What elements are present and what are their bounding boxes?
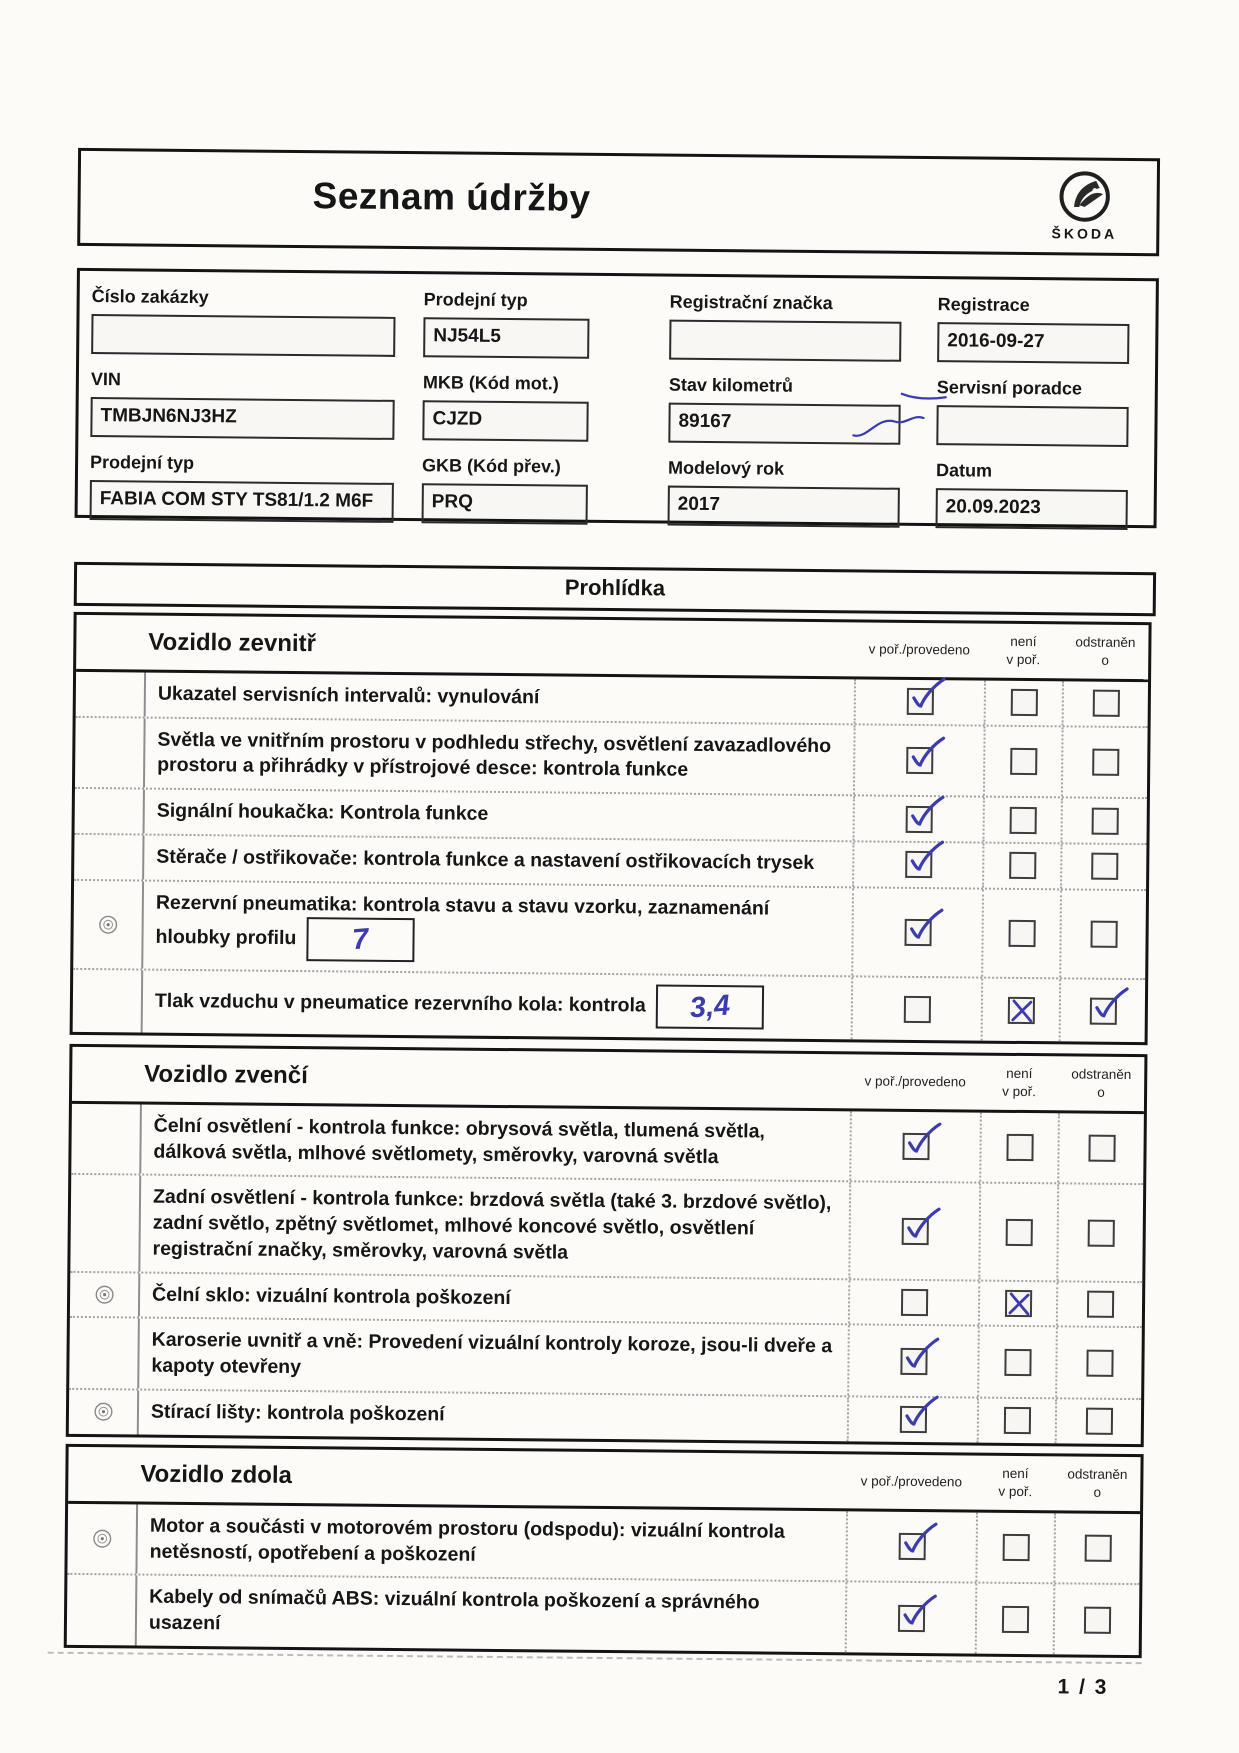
check-mark-icon — [899, 1335, 941, 1373]
checkbox-removed[interactable] — [1089, 998, 1116, 1025]
info-field — [937, 294, 1148, 364]
field-label: Číslo zakázky — [91, 286, 209, 308]
field-label: Stav kilometrů — [668, 374, 794, 396]
field-value: PRQ — [431, 491, 474, 513]
checkbox-not-ok[interactable] — [1001, 1606, 1028, 1633]
checkbox-ok[interactable] — [905, 805, 932, 832]
checkbox-removed[interactable] — [1091, 853, 1118, 880]
info-field — [422, 372, 669, 442]
field-value: CJZD — [432, 408, 483, 430]
field-label: Prodejní typ — [90, 452, 195, 474]
checkbox-not-ok[interactable] — [1004, 1290, 1031, 1317]
field-value: 20.09.2023 — [945, 496, 1041, 519]
table-vozidlo-zevnitr — [70, 612, 1152, 1046]
info-field — [90, 452, 423, 523]
table-row — [70, 1173, 1143, 1280]
checkbox-removed[interactable] — [1084, 1535, 1111, 1562]
row-text: Karoserie uvnitř a vně: Provedení vizuální kontroly koroze, jsou-li dveře a kapoty otevřeny — [151, 1329, 833, 1379]
row-text-cell — [141, 971, 852, 1040]
field-label: Modelový rok — [667, 457, 785, 479]
column-header: v poř./provedeno — [864, 1073, 966, 1090]
field-value: 89167 — [678, 410, 732, 433]
table-header-row — [76, 615, 1148, 682]
column-header: odstraněn o — [1071, 1066, 1132, 1100]
brand-name: ŠKODA — [1051, 225, 1118, 242]
field-value: 2016-09-27 — [947, 330, 1045, 353]
row-text-cell — [138, 1176, 849, 1278]
row-text: Čelní osvětlení - kontrola funkce: obrysová světla, tlumená světla, dálková světla, mlhové světlomety, směrovky, varovná světla — [153, 1114, 766, 1168]
row-text-cell — [144, 673, 854, 724]
column-header: není v poř. — [998, 1466, 1033, 1500]
checkbox-not-ok-cell — [977, 1327, 1056, 1397]
document-header — [77, 148, 1160, 256]
field-box[interactable] — [422, 483, 588, 525]
checkbox-not-ok-cell — [977, 1398, 1055, 1442]
info-field — [668, 375, 937, 446]
row-marker-cell — [67, 1504, 136, 1574]
checkbox-not-ok[interactable] — [1003, 1407, 1030, 1434]
row-marker-cell — [73, 970, 142, 1033]
checkbox-ok[interactable] — [902, 1133, 929, 1160]
page-title: Seznam údržby — [312, 175, 591, 219]
info-field — [668, 458, 937, 529]
checkbox-removed-cell — [1060, 799, 1146, 844]
row-text-cell — [142, 835, 852, 886]
field-label: Registrační značka — [669, 291, 833, 314]
column-header: není v poř. — [1006, 634, 1041, 668]
checkbox-ok[interactable] — [901, 1217, 928, 1244]
wheel-icon — [94, 1284, 115, 1305]
checkbox-ok-cell — [853, 725, 984, 796]
row-marker-cell — [75, 789, 143, 833]
checkbox-removed[interactable] — [1090, 921, 1117, 948]
row-marker-cell — [71, 1104, 140, 1174]
field-box[interactable] — [91, 314, 395, 357]
checkbox-removed-cell — [1061, 727, 1148, 797]
checkbox-removed-cell — [1055, 1399, 1141, 1444]
row-text-cell — [143, 718, 854, 794]
field-box[interactable] — [423, 317, 589, 359]
checkbox-ok[interactable] — [906, 747, 933, 774]
field-box[interactable] — [936, 405, 1128, 447]
checkbox-removed[interactable] — [1092, 749, 1119, 776]
row-marker-cell — [67, 1575, 136, 1645]
field-box[interactable] — [422, 400, 588, 442]
checkbox-not-ok[interactable] — [1009, 852, 1036, 879]
field-label: Prodejní typ — [423, 289, 528, 311]
row-text: Tlak vzduchu v pneumatice rezervního kola: kontrola 3,4 — [155, 980, 764, 1030]
field-value: TMBJN6NJ3HZ — [100, 405, 237, 428]
field-value: 2017 — [677, 493, 721, 516]
row-marker-cell — [69, 1318, 138, 1388]
check-mark-icon — [898, 1394, 940, 1432]
checkbox-not-ok-cell — [975, 1513, 1054, 1583]
checkbox-removed-cell — [1056, 1185, 1143, 1281]
row-text: Kabely od snímačů ABS: vizuální kontrola poškození a správného usazení — [148, 1586, 760, 1635]
row-text: Signální houkačka: Kontrola funkce — [156, 799, 489, 826]
checkbox-removed[interactable] — [1083, 1606, 1110, 1633]
checkbox-removed-cell — [1056, 1282, 1142, 1327]
table-row — [73, 879, 1146, 979]
checkbox-not-ok-cell — [982, 798, 1060, 842]
field-box[interactable] — [90, 480, 394, 523]
field-value — [94, 316, 394, 319]
checkbox-removed[interactable] — [1092, 690, 1119, 717]
row-marker-cell — [75, 718, 144, 788]
brand-logo — [1038, 168, 1131, 242]
checkbox-ok[interactable] — [899, 1406, 926, 1433]
column-header: v poř./provedeno — [868, 641, 971, 658]
table-title: Vozidlo zdola — [140, 1460, 293, 1489]
checkbox-removed-cell — [1062, 681, 1148, 726]
table-row — [75, 716, 1148, 798]
table-vozidlo-zvenci — [66, 1044, 1148, 1447]
checkbox-not-ok-cell — [978, 1184, 1057, 1280]
checkbox-ok-cell — [851, 978, 982, 1041]
column-header: odstraněn o — [1075, 634, 1136, 668]
checkbox-removed-cell — [1060, 844, 1146, 889]
checkbox-not-ok[interactable] — [1008, 920, 1035, 947]
row-text-cell — [139, 1105, 850, 1181]
field-label: Registrace — [937, 294, 1030, 316]
row-text-cell — [143, 790, 853, 841]
handwritten-value: 7 — [351, 923, 370, 957]
checkbox-not-ok-cell — [982, 844, 1060, 888]
info-field — [936, 460, 1147, 530]
check-mark-icon — [905, 676, 947, 714]
field-box[interactable] — [90, 397, 394, 440]
checkbox-ok-cell — [847, 1397, 977, 1442]
check-mark-icon — [904, 793, 946, 831]
row-text-cell — [137, 1390, 847, 1441]
checkbox-removed-cell — [1053, 1585, 1140, 1655]
cross-mark-icon — [1007, 996, 1036, 1025]
checkbox-ok[interactable] — [903, 996, 930, 1023]
table-row — [67, 1504, 1140, 1584]
checkbox-not-ok-cell — [979, 1113, 1058, 1183]
table-title: Vozidlo zvenčí — [144, 1060, 308, 1090]
checkbox-ok-cell — [845, 1511, 976, 1582]
checkbox-ok[interactable] — [900, 1347, 927, 1374]
column-header: není v poř. — [1002, 1066, 1037, 1100]
check-mark-icon — [896, 1593, 938, 1631]
checkbox-ok-cell — [849, 1111, 980, 1182]
check-mark-icon — [905, 735, 947, 773]
checkbox-not-ok-cell — [978, 1281, 1056, 1325]
field-box[interactable] — [937, 322, 1129, 364]
row-text: Světla ve vnitřním prostoru v podhledu střechy, osvětlení zavazadlového prostoru a přihrádky v přístrojové desce: kontrola funkce — [157, 728, 832, 782]
row-marker-cell — [73, 881, 142, 969]
check-mark-icon — [897, 1521, 939, 1559]
checkbox-ok-cell — [848, 1183, 979, 1279]
checkbox-removed-cell — [1053, 1513, 1140, 1583]
row-text-cell — [141, 881, 852, 976]
handwritten-value-box[interactable] — [656, 985, 764, 1030]
row-text: Stěrače / ostřikovače: kontrola funkce a nastavení ostřikovacích trysek — [156, 845, 815, 874]
skoda-winged-arrow-icon — [1056, 168, 1113, 225]
row-text-cell — [135, 1576, 846, 1652]
checkbox-removed[interactable] — [1085, 1408, 1112, 1435]
checkbox-ok-cell — [852, 842, 982, 887]
column-header: v poř./provedeno — [860, 1473, 963, 1490]
field-box[interactable] — [669, 320, 901, 362]
row-marker-cell — [70, 1175, 139, 1271]
checkbox-ok[interactable] — [900, 1289, 927, 1316]
field-label: VIN — [90, 369, 122, 390]
check-mark-icon — [904, 839, 946, 877]
row-text: Rezervní pneumatika: kontrola stavu a stavu vzorku, zaznamenání hloubky profilu 7 — [155, 890, 838, 966]
vehicle-info-grid — [90, 286, 1148, 530]
table-vozidlo-zdola — [64, 1444, 1144, 1658]
checkbox-removed[interactable] — [1087, 1219, 1114, 1246]
info-field — [936, 377, 1147, 447]
section-header — [74, 562, 1156, 616]
row-marker-cell — [70, 1273, 138, 1317]
table-title: Vozidlo zevnitř — [148, 628, 317, 658]
info-field — [422, 455, 669, 525]
checkbox-not-ok-cell — [984, 681, 1062, 725]
checkbox-removed-cell — [1059, 890, 1146, 979]
row-text-cell — [135, 1505, 846, 1581]
column-header: odstraněn o — [1067, 1466, 1128, 1500]
wheel-icon — [97, 914, 118, 935]
wheel-icon — [92, 1401, 113, 1422]
checkbox-removed-cell — [1055, 1328, 1142, 1398]
row-marker-cell — [76, 672, 144, 716]
field-value: FABIA COM STY TS81/1.2 M6F — [99, 488, 374, 512]
row-marker-cell — [69, 1390, 137, 1434]
field-box[interactable] — [936, 488, 1128, 530]
row-text: Stírací lišty: kontrola poškození — [150, 1400, 445, 1426]
checkbox-ok-cell — [854, 679, 984, 724]
row-marker-cell — [74, 835, 142, 879]
checkbox-removed-cell — [1059, 980, 1146, 1043]
checkbox-not-ok[interactable] — [1010, 748, 1037, 775]
checkbox-removed-cell — [1057, 1113, 1144, 1183]
checkbox-ok-cell — [847, 1326, 978, 1397]
checkbox-not-ok-cell — [981, 979, 1060, 1042]
handwritten-value-box[interactable] — [306, 918, 414, 963]
checkbox-ok[interactable] — [898, 1533, 925, 1560]
checkbox-not-ok-cell — [975, 1584, 1054, 1654]
field-box[interactable] — [668, 403, 900, 445]
row-text: Čelní sklo: vizuální kontrola poškození — [152, 1283, 511, 1309]
checkbox-ok[interactable] — [897, 1605, 924, 1632]
table-row — [69, 1316, 1142, 1398]
table-header-row — [72, 1047, 1144, 1114]
checkbox-ok-cell — [845, 1583, 976, 1654]
checkbox-ok-cell — [853, 797, 983, 842]
row-text: Zadní osvětlení - kontrola funkce: brzdová světla (také 3. brzdové světlo), zadní světlo, zpětný světlomet, mlhové koncové světlo, osvětlení registrační značky, směrovky, varovná světla — [152, 1186, 832, 1264]
checkbox-not-ok[interactable] — [1002, 1534, 1029, 1561]
checkbox-not-ok[interactable] — [1005, 1218, 1032, 1245]
check-mark-icon — [900, 1205, 942, 1243]
row-text-cell — [137, 1319, 848, 1395]
checkbox-not-ok-cell — [983, 726, 1062, 796]
row-text: Ukazatel servisních intervalů: vynulování — [157, 682, 540, 709]
check-mark-icon — [901, 1121, 943, 1159]
field-label: MKB (Kód mot.) — [422, 372, 559, 394]
field-value — [939, 407, 1127, 409]
table-row — [73, 968, 1146, 1042]
checkbox-not-ok[interactable] — [1010, 689, 1037, 716]
checkbox-removed[interactable] — [1088, 1135, 1115, 1162]
checkbox-removed[interactable] — [1091, 807, 1118, 834]
checkbox-not-ok[interactable] — [1007, 997, 1034, 1024]
row-text: Motor a součásti v motorovém prostoru (odspodu): vizuální kontrola netěsností, opotřebení a poškození — [149, 1514, 785, 1566]
field-label: Servisní poradce — [936, 377, 1083, 399]
vehicle-info-box — [75, 268, 1159, 528]
checkbox-not-ok[interactable] — [1004, 1348, 1031, 1375]
field-value: NJ54L5 — [433, 325, 502, 347]
cross-mark-icon — [1004, 1289, 1033, 1318]
checkbox-ok[interactable] — [904, 919, 931, 946]
field-box[interactable] — [668, 486, 900, 528]
handwritten-value: 3,4 — [688, 989, 732, 1025]
checkbox-removed[interactable] — [1086, 1291, 1113, 1318]
wheel-icon — [91, 1528, 112, 1549]
field-value — [671, 322, 899, 324]
checkbox-not-ok-cell — [981, 889, 1060, 977]
checkbox-ok[interactable] — [905, 851, 932, 878]
check-mark-icon — [1088, 986, 1130, 1024]
checkbox-ok[interactable] — [906, 688, 933, 715]
field-label: Datum — [935, 460, 993, 481]
checkbox-not-ok[interactable] — [1006, 1134, 1033, 1161]
check-mark-icon — [903, 907, 945, 945]
checkbox-ok-cell — [848, 1280, 978, 1325]
checkbox-ok-cell — [851, 888, 982, 977]
field-label: GKB (Kód přev.) — [421, 455, 561, 477]
info-field — [91, 286, 424, 357]
table-row — [71, 1104, 1144, 1184]
page-number: 1 / 3 — [1057, 1675, 1109, 1699]
info-field — [423, 289, 670, 359]
section-title: Prohlídka — [564, 574, 666, 601]
checkbox-removed[interactable] — [1086, 1349, 1113, 1376]
checkbox-not-ok[interactable] — [1009, 806, 1036, 833]
info-field — [90, 369, 423, 440]
info-field — [669, 292, 938, 363]
row-text-cell — [138, 1273, 848, 1324]
table-header-row — [68, 1447, 1140, 1514]
table-row — [67, 1573, 1140, 1655]
